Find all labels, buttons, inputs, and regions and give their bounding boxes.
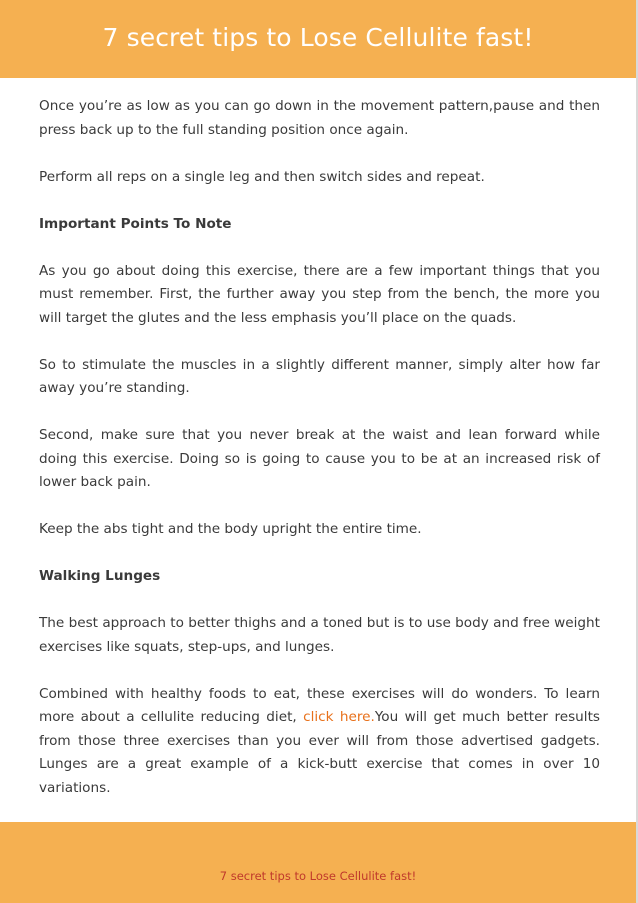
paragraph-abs-tight: Keep the abs tight and the body upright the entire time. xyxy=(39,521,422,537)
footer-banner xyxy=(0,822,636,903)
click-here-link[interactable]: click here. xyxy=(303,709,375,725)
paragraph-healthy-foods xyxy=(39,683,600,801)
article-body xyxy=(39,95,600,824)
paragraph-healthy-foods-start: Combined with healthy foods to eat, these exercises will do wonders. To learn more about a cellulite reducing diet, xyxy=(39,685,600,725)
paragraph-movement-pattern: Once you’re as low as you can go down in the movement pattern,pause and then press back up to the full standing position once again. xyxy=(39,98,600,138)
paragraph-healthy-foods-end: You will get much better results from those three exercises than you ever will from those advertised gadgets. Lunges are a great example of a kick-butt exercise that comes in over 10 variations. xyxy=(39,709,600,796)
paragraph-stimulate-muscles: So to stimulate the muscles in a slightly different manner, simply alter how far away you’re standing. xyxy=(39,356,600,396)
footer-title: 7 secret tips to Lose Cellulite fast! xyxy=(219,869,417,883)
heading-important-points: Important Points To Note xyxy=(39,215,232,232)
paragraph-important-things: As you go about doing this exercise, there are a few important things that you must remember. First, the further away you step from the bench, the more you will target the glutes and the less emphasis you’ll place on the quads. xyxy=(39,262,600,326)
paragraph-waist: Second, make sure that you never break at the waist and lean forward while doing this exercise. Doing so is going to cause you to be at an increased risk of lower back pain. xyxy=(39,427,600,490)
paragraph-best-approach: The best approach to better thighs and a toned but is to use body and free weight exercises like squats, step-ups, and lunges. xyxy=(39,615,600,655)
page-title: 7 secret tips to Lose Cellulite fast! xyxy=(102,23,534,52)
header-banner xyxy=(0,0,636,78)
paragraph-single-leg: Perform all reps on a single leg and then switch sides and repeat. xyxy=(39,168,485,185)
heading-walking-lunges: Walking Lunges xyxy=(39,568,161,584)
